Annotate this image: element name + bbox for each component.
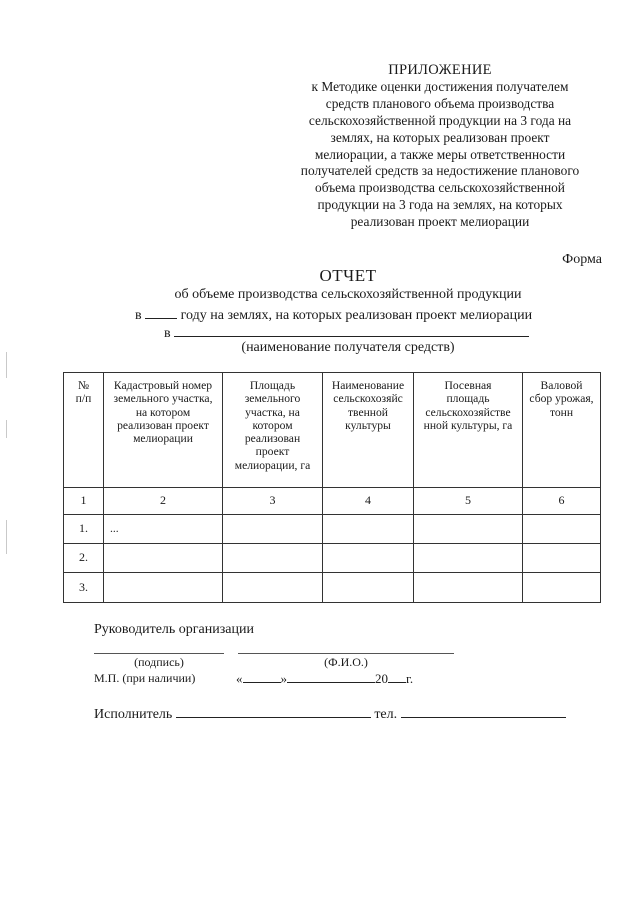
date-open-quote: « [236,671,243,686]
header-text: культуры [345,418,391,432]
header-text: тонн [549,405,574,419]
head-label: Руководитель организации [94,622,254,637]
header-text: котором [252,418,293,432]
table-cell[interactable] [223,544,323,573]
appendix-heading: ПРИЛОЖЕНИЕ [388,62,492,78]
phone-label: тел. [374,707,398,722]
header-text: на котором [135,405,191,419]
signature-line[interactable] [94,653,224,654]
header-text: мелиорации, га [234,458,311,472]
appendix-line: мелиорации, а также меры ответственности [314,146,566,162]
executor-line [94,703,566,723]
report-subtitle: об объеме производства сельскохозяйственной продукции [174,287,522,302]
header-text: Наименование [331,379,405,392]
table-cell[interactable] [523,515,601,544]
column-numbers-row [64,488,601,515]
col-header-crop-name [323,373,414,488]
executor-field[interactable] [176,703,371,718]
report-year-line [135,304,532,324]
appendix-line: продукции на 3 года на землях, на которых [317,197,563,213]
date-year-prefix: 20 [375,671,388,686]
recipient-field[interactable] [174,322,529,337]
appendix-line: реализован проект мелиорации [350,214,530,230]
scan-margin-mark [6,520,7,554]
year-prefix: в [135,308,142,323]
header-text: № [77,379,90,392]
recipient-prefix: в [164,326,171,341]
column-number: 5 [414,488,523,515]
header-text: сельскохозяйс [333,392,403,406]
header-text: реализован [244,432,301,446]
header-text: реализован проект [117,418,209,432]
date-close-quote: » [280,671,287,686]
scan-margin-mark [6,420,7,438]
col-header-number [64,373,104,488]
name-caption: (Ф.И.О.) [324,655,368,669]
seal-label: М.П. (при наличии) [94,671,196,685]
form-label: Форма [562,252,602,267]
col-header-harvest [523,373,601,488]
header-text: твенной [347,405,389,419]
report-title: ОТЧЕТ [319,266,377,285]
table-header-row [64,373,601,488]
table-cell[interactable] [323,515,414,544]
table-cell[interactable] [414,544,523,573]
column-number: 4 [323,488,414,515]
table-cell[interactable] [323,573,414,603]
appendix-line: сельскохозяйственной продукции на 3 года на [308,112,572,128]
header-text: Площадь [249,379,296,392]
row-number: 2. [64,544,104,573]
name-line[interactable] [238,653,454,654]
col-header-cadastral [104,373,223,488]
date-month-field[interactable] [287,670,375,683]
table-cell[interactable] [414,573,523,603]
table-cell[interactable] [523,573,601,603]
table-cell[interactable] [223,515,323,544]
header-text: площадь [446,392,490,406]
table-cell[interactable] [223,573,323,603]
col-header-area [223,373,323,488]
phone-field[interactable] [401,703,566,718]
date-year-suffix: г. [406,671,414,686]
header-text: проект [255,445,290,459]
appendix-line: к Методике оценки достижения получателем [311,78,569,94]
table-cell[interactable] [104,544,223,573]
appendix-block [270,62,610,231]
year-field[interactable] [145,304,177,319]
recipient-caption: (наименование получателя средств) [241,340,455,355]
table-cell[interactable] [323,544,414,573]
date-day-field[interactable] [243,670,281,683]
row-number: 3. [64,573,104,603]
table-row [64,544,601,573]
row-number: 1. [64,515,104,544]
header-text: мелиорации [133,432,193,446]
date-year-field[interactable] [388,670,406,683]
appendix-line: объема производства сельскохозяйственной [315,180,565,196]
header-text: сельскохозяйстве [425,405,511,419]
header-text: участка, на [245,405,300,419]
report-table-wrapper [63,372,601,603]
column-number: 2 [104,488,223,515]
header-text: Валовой [540,379,583,392]
appendix-line: получателей средств за недостижение планового [300,163,580,179]
col-header-sown-area [414,373,523,488]
column-number: 1 [64,488,104,515]
signature-caption: (подпись) [134,655,184,669]
table-row [64,515,601,544]
table-cell[interactable]: ... [104,515,223,544]
appendix-line: землях, на которых реализован проект [330,129,550,145]
report-table [63,372,601,603]
header-text: нной культуры, га [423,418,513,432]
header-text: п/п [75,392,92,406]
table-row [64,573,601,603]
year-suffix: году на землях, на которых реализован проект мелиорации [180,308,533,323]
column-number: 3 [223,488,323,515]
header-text: Посевная [444,379,492,392]
header-text: земельного участка, [113,392,213,406]
header-text: Кадастровый номер [113,379,213,392]
column-number: 6 [523,488,601,515]
table-cell[interactable] [523,544,601,573]
date-line [236,670,413,687]
executor-label: Исполнитель [94,707,173,722]
table-cell[interactable] [414,515,523,544]
header-text: земельного [244,392,301,406]
table-cell[interactable] [104,573,223,603]
report-recipient-line [164,322,529,342]
header-text: сбор урожая, [529,392,594,406]
appendix-line: средств планового объема производства [325,95,555,111]
